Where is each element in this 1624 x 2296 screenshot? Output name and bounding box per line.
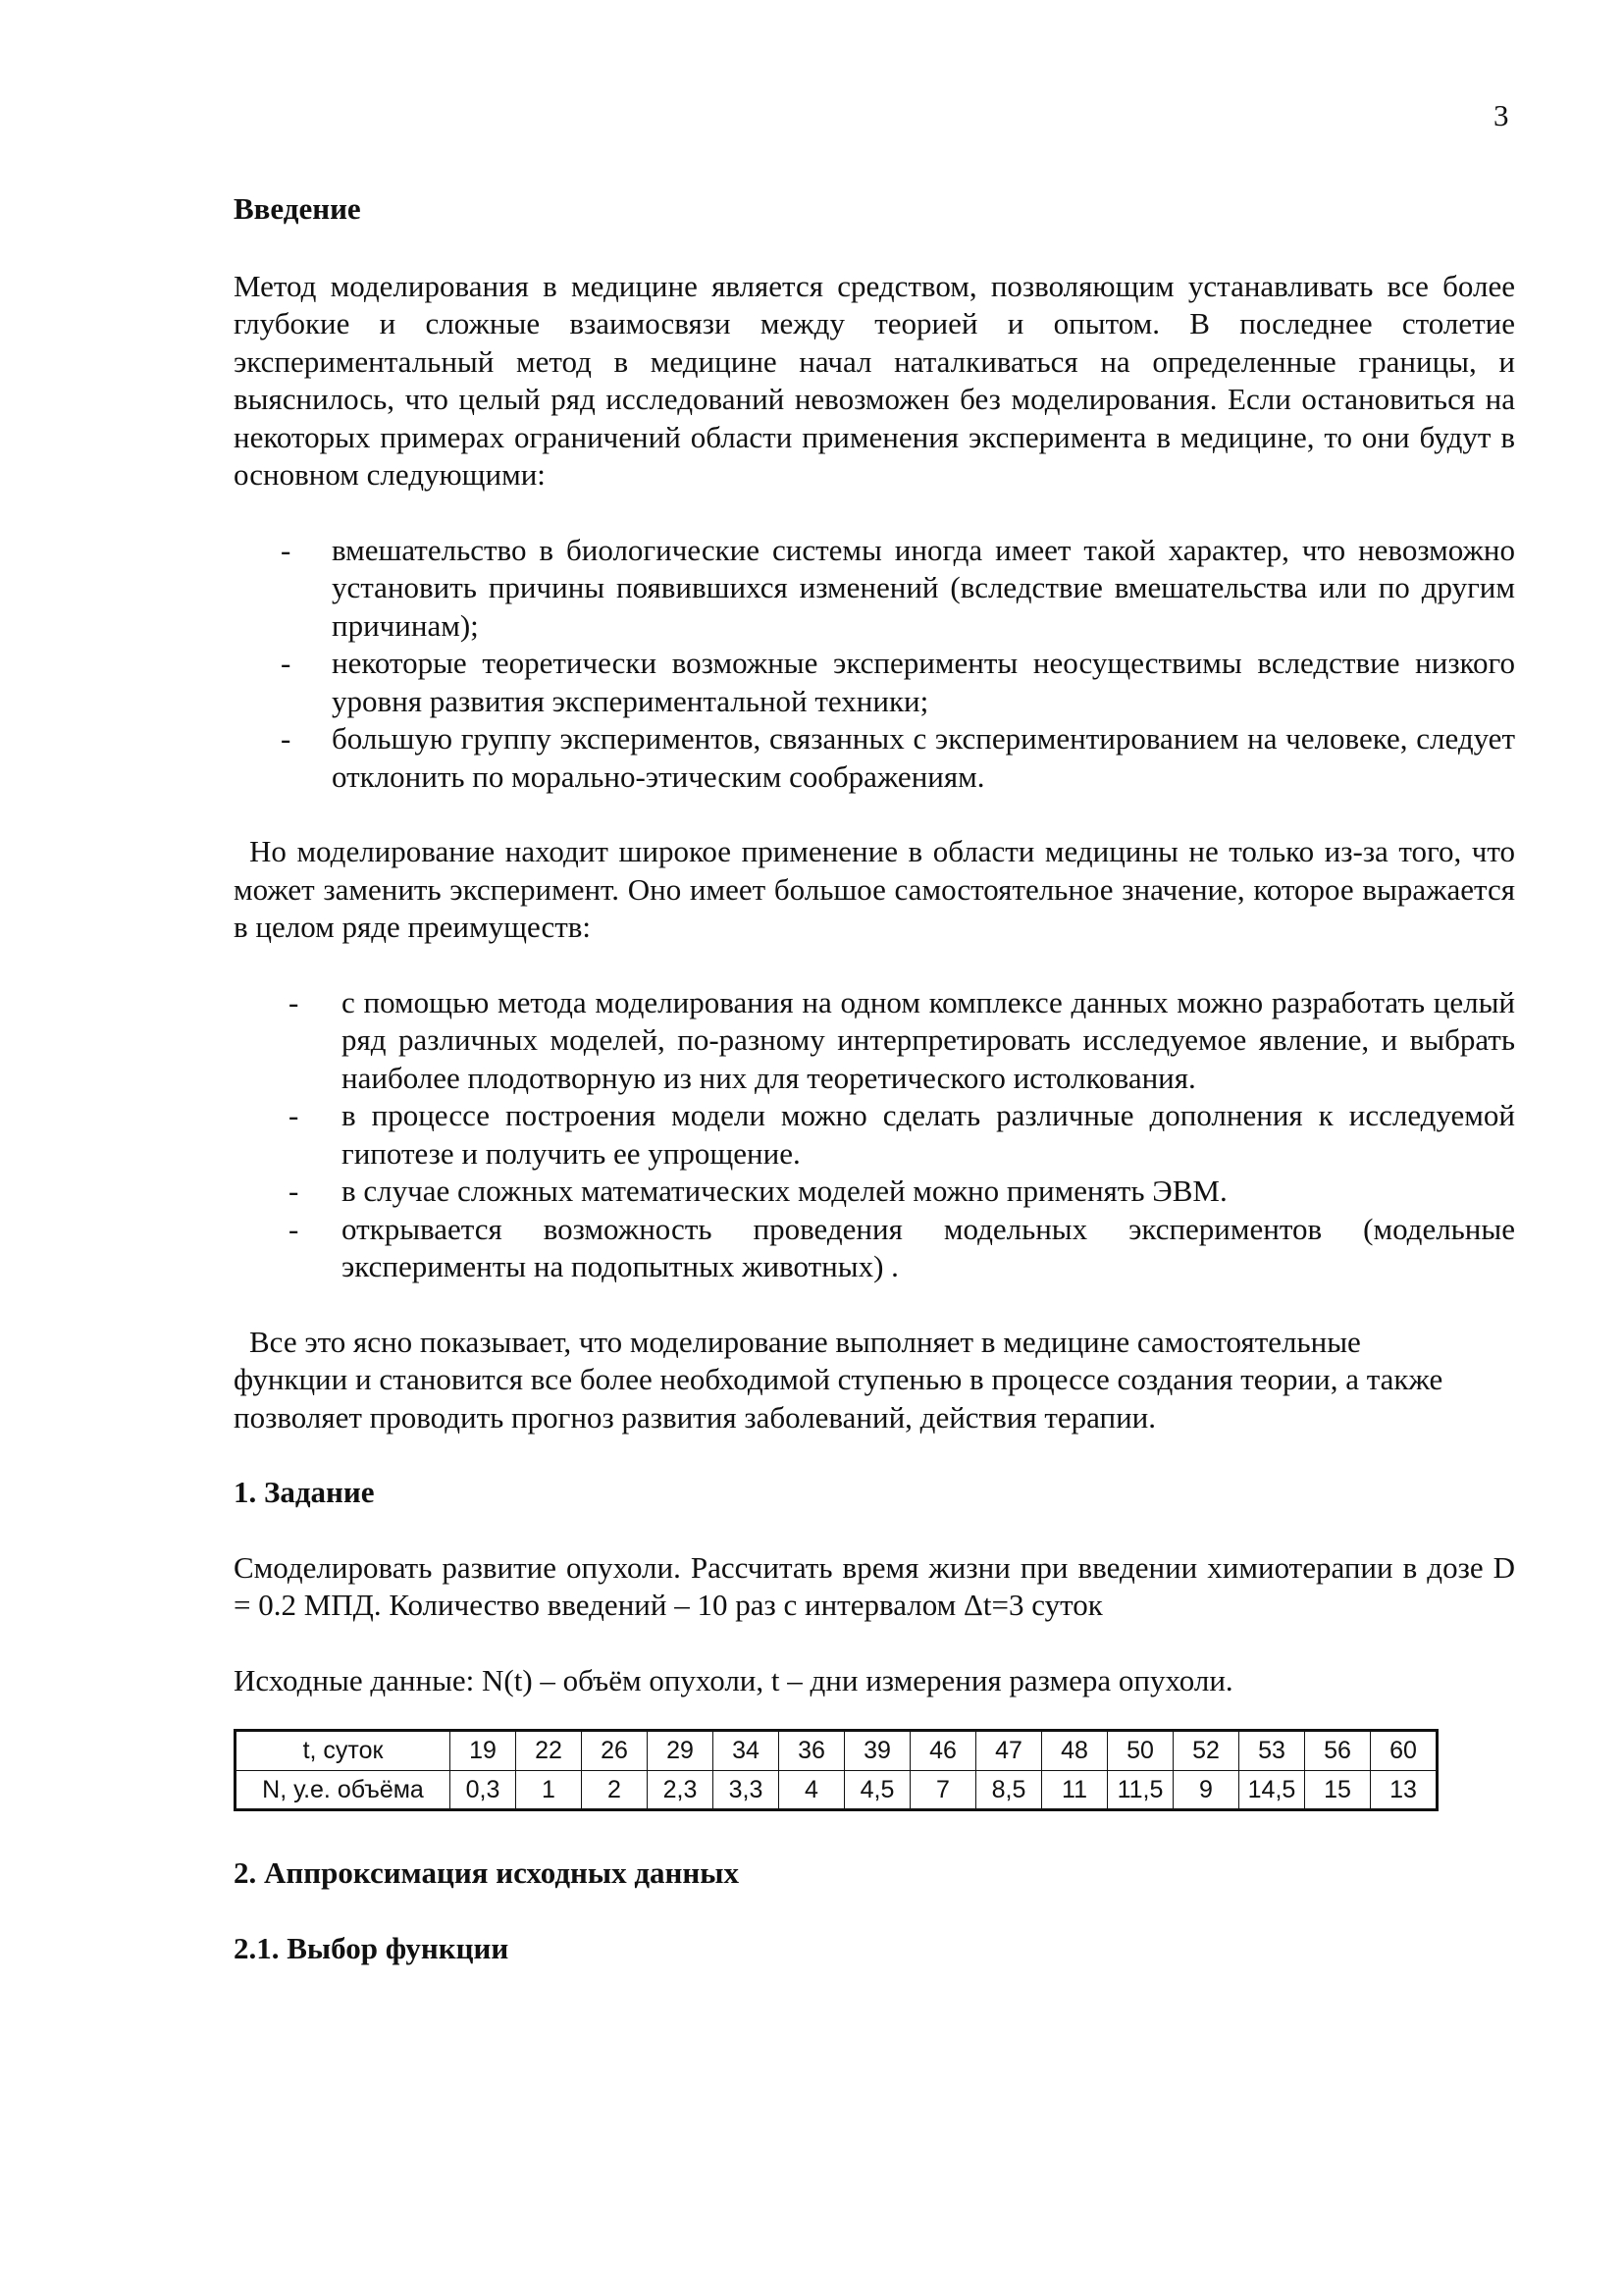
- page-number: 3: [1493, 98, 1509, 132]
- table-row: [236, 1770, 1438, 1810]
- dash-bullet: -: [288, 1098, 299, 1132]
- table-row: [236, 1731, 1438, 1771]
- table-cell: 29: [648, 1731, 713, 1771]
- intro-paragraph-1: Метод моделирования в медицине является средством, позволяющим устанавливать все более глубокие и сложные взаимосвязи между теорией и опытом. В последнее столетие экспериментальный метод в медицине начал наталкиваться на определенные границы, и выяснилось, что целый ряд исследований невозможен без моделирования. Если остановиться на некоторых примерах ограничений области применения эксперимента в медицине, то они будут в основном следующими:: [234, 268, 1515, 492]
- list-item: - некоторые теоретически возможные эксперименты неосуществимы вследствие низкого уровня развития экспериментальной техники;: [281, 646, 1515, 718]
- table-cell: 53: [1239, 1731, 1305, 1771]
- list-item: - открывается возможность проведения модельных экспериментов (модельные эксперименты на подопытных животных) .: [288, 1211, 1515, 1283]
- document-body: [234, 190, 1515, 1967]
- table-cell: 1: [516, 1770, 582, 1810]
- dash-bullet: -: [288, 1211, 299, 1246]
- table-cell: 34: [713, 1731, 779, 1771]
- intro-heading: Введение: [234, 191, 361, 226]
- list-item: - в процессе построения модели можно сделать различные дополнения к исследуемой гипотезе и получить ее упрощение.: [288, 1098, 1515, 1171]
- dash-bullet: -: [288, 1174, 299, 1208]
- section2-subheading: 2.1. Выбор функции: [234, 1930, 509, 1965]
- table-cell: 3,3: [713, 1770, 779, 1810]
- dash-bullet: -: [281, 532, 291, 567]
- tumor-data-table: [234, 1729, 1439, 1811]
- table-cell: 48: [1042, 1731, 1108, 1771]
- table-cell: 19: [450, 1731, 516, 1771]
- table-cell: 2: [582, 1770, 648, 1810]
- table-cell: 0,3: [450, 1770, 516, 1810]
- table-cell: 60: [1371, 1731, 1438, 1771]
- table-cell: 15: [1305, 1770, 1371, 1810]
- intro-paragraph-2: Но моделирование находит широкое применение в области медицины не только из-за того, что может заменить эксперимент. Оно имеет большое самостоятельное значение, которое выражается в целом ряде преимуществ:: [234, 834, 1515, 944]
- table-cell: 4: [779, 1770, 845, 1810]
- table-cell: 47: [976, 1731, 1042, 1771]
- table-cell: 50: [1108, 1731, 1174, 1771]
- list-item: - в случае сложных математических моделей можно применять ЭВМ.: [234, 1173, 1515, 1211]
- list-item: - вмешательство в биологические системы иногда имеет такой характер, что невозможно установить причины появившихся изменений (вследствие вмешательства или по другим причинам);: [281, 532, 1515, 643]
- table-cell: 9: [1174, 1770, 1239, 1810]
- table-row-label: t, суток: [236, 1731, 450, 1771]
- intro-paragraph-3: Все это ясно показывает, что моделирование выполняет в медицине самостоятельные функции и становится все более необходимой ступенью в процессе создания теории, а также позволяет проводить прогноз развития заболеваний, действия терапии.: [234, 1324, 1443, 1435]
- table-cell: 11,5: [1108, 1770, 1174, 1810]
- table-cell: 36: [779, 1731, 845, 1771]
- table-cell: 14,5: [1239, 1770, 1305, 1810]
- table-cell: 52: [1174, 1731, 1239, 1771]
- table-cell: 8,5: [976, 1770, 1042, 1810]
- section2-heading: 2. Аппроксимация исходных данных: [234, 1855, 739, 1890]
- advantages-list: [234, 984, 1515, 1286]
- dash-bullet: -: [281, 721, 291, 756]
- table-cell: 2,3: [648, 1770, 713, 1810]
- table-row-label: N, у.е. объёма: [236, 1770, 450, 1810]
- task-heading: 1. Задание: [234, 1475, 375, 1509]
- table-cell: 7: [911, 1770, 976, 1810]
- table-cell: 4,5: [845, 1770, 911, 1810]
- table-cell: 13: [1371, 1770, 1438, 1810]
- limitations-list: [234, 532, 1515, 797]
- list-item: - большую группу экспериментов, связанных с экспериментированием на человеке, следует отклонить по морально-этическим соображениям.: [281, 721, 1515, 794]
- table-cell: 22: [516, 1731, 582, 1771]
- source-data-text: Исходные данные: N(t) – объём опухоли, t – дни измерения размера опухоли.: [234, 1662, 1233, 1697]
- task-text: Смоделировать развитие опухоли. Рассчитать время жизни при введении химиотерапии в дозе D = 0.2 МПД. Количество введений – 10 раз с интервалом Δt=3 суток: [234, 1549, 1515, 1622]
- dash-bullet: -: [281, 646, 291, 680]
- dash-bullet: -: [288, 984, 299, 1019]
- table-cell: 11: [1042, 1770, 1108, 1810]
- table-cell: 46: [911, 1731, 976, 1771]
- table-cell: 39: [845, 1731, 911, 1771]
- table-cell: 26: [582, 1731, 648, 1771]
- table-cell: 56: [1305, 1731, 1371, 1771]
- list-item: - с помощью метода моделирования на одном комплексе данных можно разработать целый ряд различных моделей, по-разному интерпретировать исследуемое явление, и выбрать наиболее плодотворную из них для теоретического истолкования.: [288, 984, 1515, 1095]
